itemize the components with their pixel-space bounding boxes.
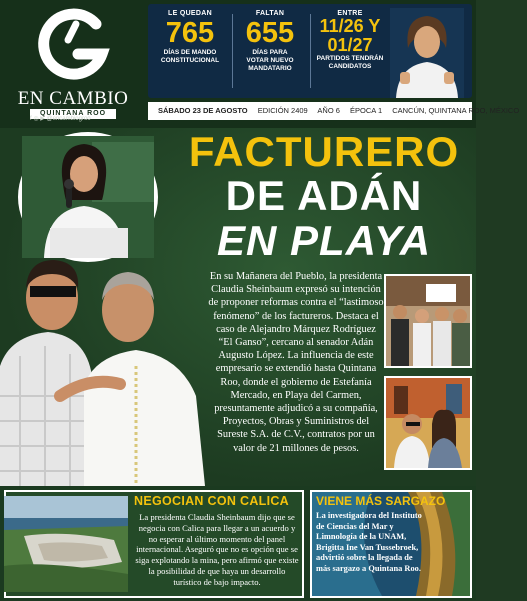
logo-region: QUINTANA ROO xyxy=(30,109,116,119)
countdown-days-mandate xyxy=(156,10,224,65)
countdown-days-vote xyxy=(236,10,304,73)
countdown-caption: PARTIDOS TENDRÁN xyxy=(316,55,384,62)
issue-year: AÑO 6 xyxy=(317,106,340,115)
countdown-number: 01/27 xyxy=(327,35,373,55)
side-photo-event-image xyxy=(386,276,470,366)
countdown-candidates xyxy=(312,10,388,71)
countdown-label: FALTAN xyxy=(255,10,285,17)
dateline xyxy=(148,102,520,120)
newspaper-logo[interactable] xyxy=(8,8,138,120)
countdown-number: 765 xyxy=(165,17,215,49)
governor-photo xyxy=(390,8,464,98)
countdown-caption: VOTAR NUEVO xyxy=(246,57,294,64)
countdown-number: 655 xyxy=(245,17,295,49)
countdown-caption: MANDATARIO xyxy=(248,65,292,72)
main-story-body: En su Mañanera del Pueblo, la presidenta Claudia Sheinbaum expresó su intención de proponer reformas contra el “lastimoso fenómeno” de los factureros. Destaca el caso de Alejandro Márquez Rodríguez “El Ganso”, cercano al senador Adán Augusto López. La influencia de este empresario se extendió hasta Quintana Roo, donde el gobierno de Estefanía Mercado, en Playa del Carmen, presuntamente adjudicó a su compañía, Proyectos, Obras y Suministros del Sureste S.A. de C.V., contratos por un valor de 21 millones de pesos. xyxy=(208,271,384,454)
issue-date: SÁBADO 23 DE AGOSTO xyxy=(158,106,248,115)
side-photo-couple-image xyxy=(386,378,470,468)
story-calica-title[interactable]: NEGOCIAN CON CALICA xyxy=(134,494,290,508)
countdown-caption: DÍAS DE MANDO xyxy=(163,49,217,56)
countdown-number: 11/26 Y xyxy=(319,16,381,36)
issue-epoch: ÉPOCA 1 xyxy=(350,106,383,115)
countdown-banner xyxy=(148,4,472,98)
story-calica-text: La presidenta Claudia Sheinbaum dijo que se negocia con Calica para llegar a un acuerdo y no esperar al último momento del panel internacional. Aseguró que no es opción que se siga explotando la mina, pero afirmó que existe la posibilidad de que haya un desarrollo turístico de bajo impacto. xyxy=(135,512,299,587)
adan-augusto-photo xyxy=(0,246,205,486)
countdown-caption: CONSTITUCIONAL xyxy=(160,57,220,64)
story-sargazo-title[interactable]: VIENE MÁS SARGAZO xyxy=(316,494,446,508)
main-headline[interactable] xyxy=(176,130,472,264)
headline-line-2: DE ADÁN xyxy=(225,172,423,219)
censor-bar xyxy=(30,286,76,297)
issue-edition: EDICIÓN 2409 xyxy=(257,106,308,115)
countdown-label: ENTRE xyxy=(337,10,363,17)
side-photo-couple xyxy=(384,376,472,470)
countdown-caption: CANDIDATOS xyxy=(328,63,372,70)
countdown-divider xyxy=(232,14,233,88)
sheinbaum-portrait xyxy=(18,132,158,262)
headline-line-3: EN PLAYA xyxy=(216,217,432,264)
logo-g-icon xyxy=(38,10,112,84)
speaker-photo xyxy=(22,136,154,258)
social-handles[interactable]: f ◎ ▶ @encambiogroo xyxy=(30,116,91,122)
story-sargazo-text: La investigadora del Instituto de Ciencias del Mar y Limnología de la UNAM, Brigitta Ine Van Tussebroek, advirtió sobre la llegada de más sargazo a Quintana Roo. xyxy=(316,511,422,573)
logo-name: EN CAMBIO xyxy=(17,88,129,109)
countdown-label: LE QUEDAN xyxy=(168,10,212,17)
countdown-caption: DÍAS PARA xyxy=(252,49,288,56)
side-photo-event xyxy=(384,274,472,368)
masthead xyxy=(0,0,520,128)
issue-location: CANCÚN, QUINTANA ROO, MÉXICO xyxy=(392,106,520,115)
headline-line-1: FACTURERO xyxy=(188,128,460,175)
calica-quarry-photo xyxy=(4,496,128,592)
countdown-divider xyxy=(310,14,311,88)
